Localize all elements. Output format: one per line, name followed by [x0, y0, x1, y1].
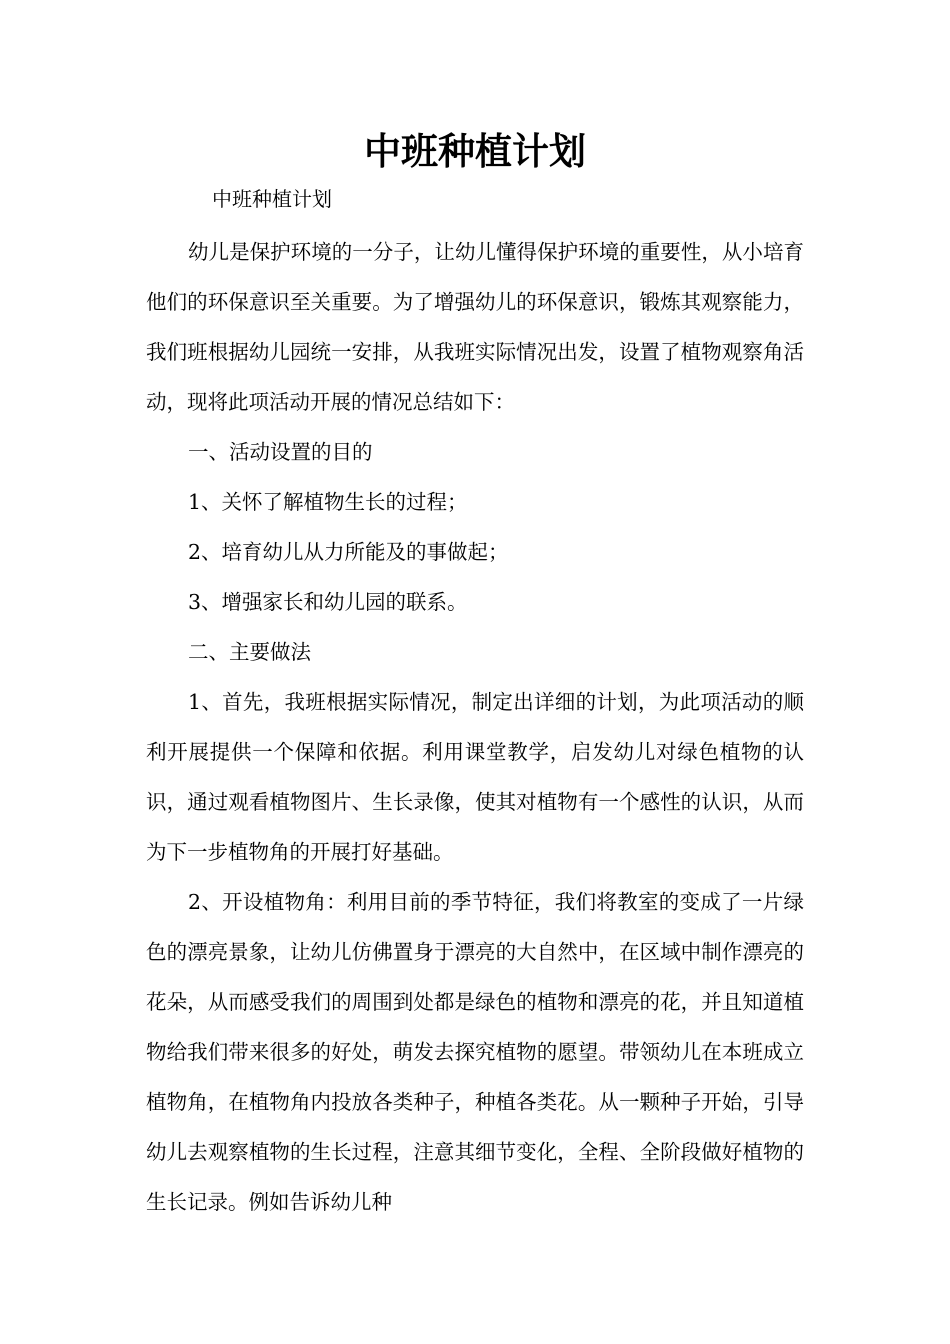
section-heading-purpose: 一、活动设置的目的 [188, 440, 373, 464]
list-item-purpose-3: 3、增强家长和幼儿园的联系。 [188, 590, 468, 614]
paragraph-intro: 幼儿是保护环境的一分子，让幼儿懂得保护环境的重要性，从小培育他们的环保意识至关重要。为了增强幼儿的环保意识，锻炼其观察能力，我们班根据幼儿园统一安排，从我班实际情况出发，设置了植物观察角活动，现将此项活动开展的情况总结如下： [146, 240, 804, 414]
section-heading-methods: 二、主要做法 [188, 640, 311, 664]
document-body [146, 227, 804, 1227]
list-item-purpose-1: 1、关怀了解植物生长的过程； [188, 490, 468, 514]
list-item-purpose-2: 2、培育幼儿从力所能及的事做起； [188, 540, 509, 564]
document-subtitle: 中班种植计划 [212, 187, 332, 211]
document-title: 中班种植计划 [364, 130, 586, 173]
paragraph-method-2: 2、开设植物角：利用目前的季节特征，我们将教室的变成了一片绿色的漂亮景象，让幼儿仿佛置身于漂亮的大自然中，在区域中制作漂亮的花朵，从而感受我们的周围到处都是绿色的植物和漂亮的花，并且知道植物给我们带来很多的好处，萌发去探究植物的愿望。带领幼儿在本班成立植物角，在植物角内投放各类种子，种植各类花。从一颗种子开始，引导幼儿去观察植物的生长过程，注意其细节变化，全程、全阶段做好植物的生长记录。例如告诉幼儿种 [146, 890, 804, 1214]
paragraph-method-1: 1、首先，我班根据实际情况，制定出详细的计划，为此项活动的顺利开展提供一个保障和依据。利用课堂教学，启发幼儿对绿色植物的认识，通过观看植物图片、生长录像，使其对植物有一个感性的认识，从而为下一步植物角的开展打好基础。 [146, 690, 804, 864]
